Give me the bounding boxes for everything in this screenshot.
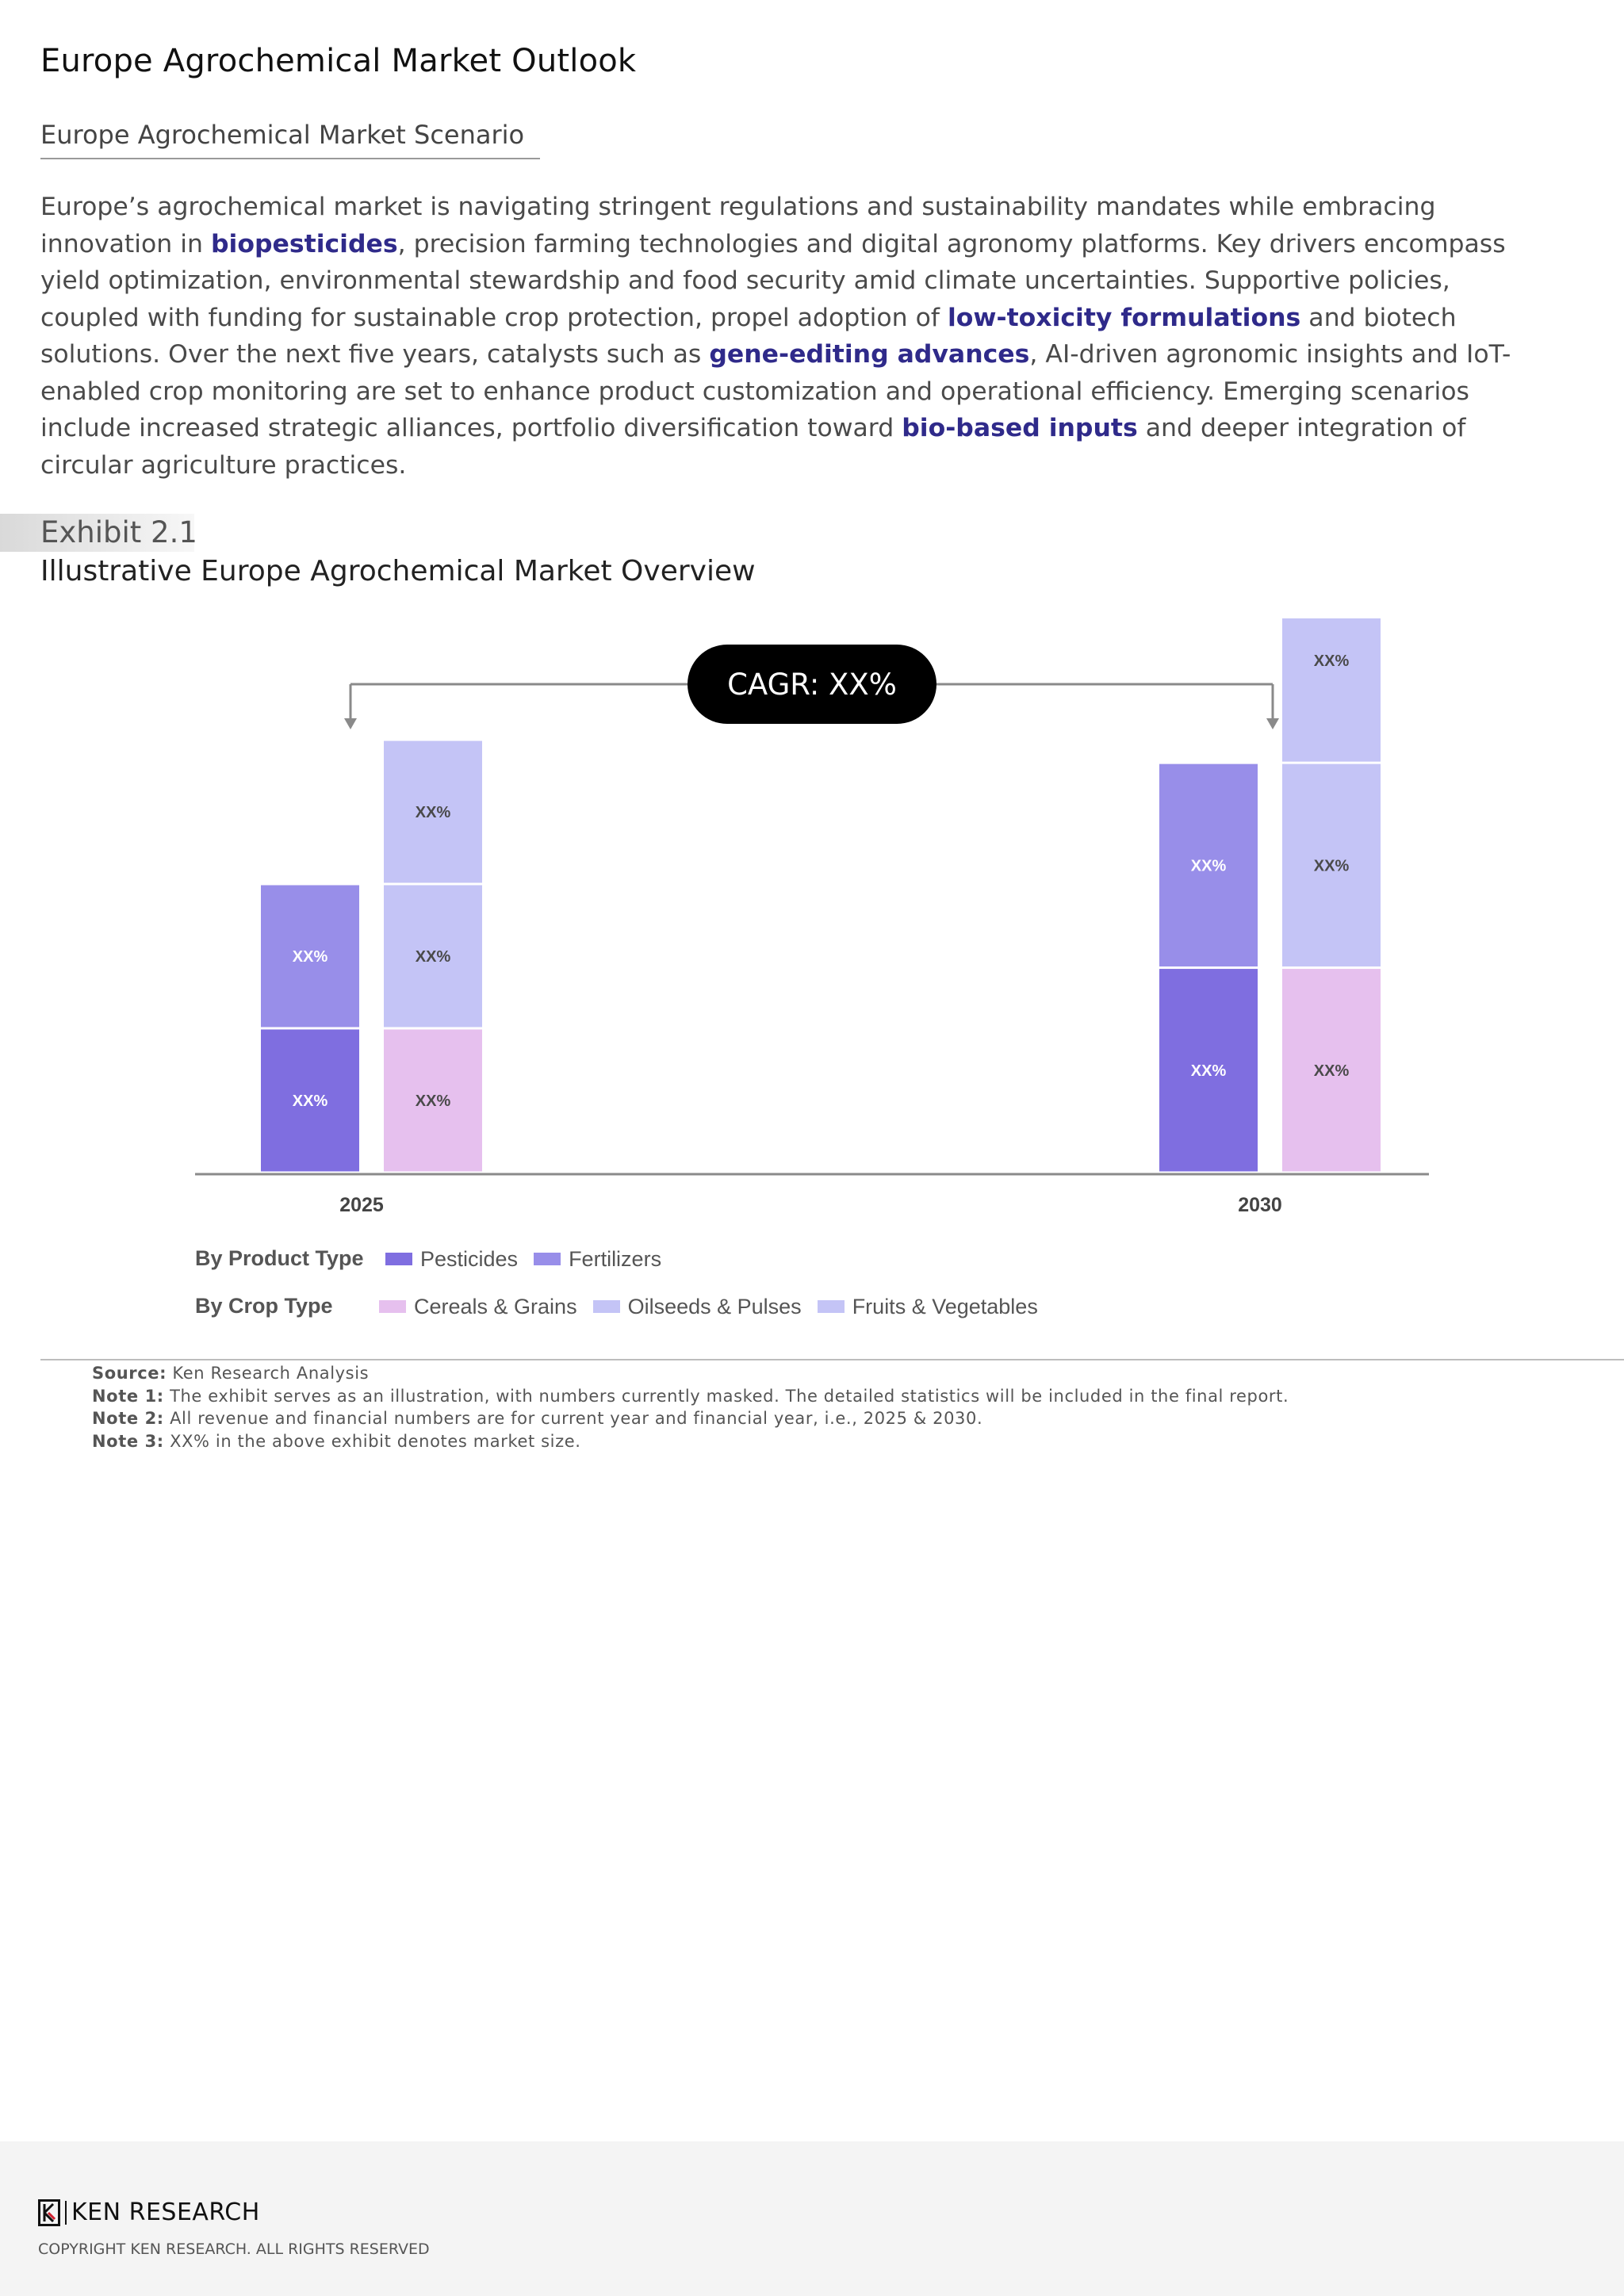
logo-text: KEN RESEARCH [71,2198,260,2226]
legend-label: Pesticides [420,1246,519,1271]
highlighted-term: biopesticides [210,229,398,258]
legend-product-type [195,1246,677,1272]
bar-data-label: XX% [415,948,451,966]
page-title: Europe Agrochemical Market Outlook [40,43,637,79]
note-line [92,1362,1289,1385]
x-tick-label-2025: 2025 [339,1194,384,1216]
arrow-down-icon [1266,718,1279,729]
note-key: Note 2: [92,1409,164,1428]
x-axis-labels [339,1194,1282,1216]
note-key: Source: [92,1364,167,1383]
arrow-down-icon [344,718,357,729]
legend-swatch [379,1300,406,1313]
bar-data-label: XX% [415,1093,451,1110]
legend-item [385,1247,518,1272]
legend-item [534,1247,661,1272]
highlighted-term: low-toxicity formulations [947,303,1301,332]
note-key: Note 3: [92,1431,164,1451]
bar-data-label: XX% [1313,857,1350,875]
bar-data-label: XX% [1190,1062,1227,1080]
intro-text-segment: and deeper integration of circular agriculture practices. [40,414,1466,480]
legend-crop-title: By Crop Type [195,1294,333,1318]
note-text: All revenue and financial numbers are for current year and financial year, i.e., 2025 & 2030. [163,1409,983,1428]
note-text: XX% in the above exhibit denotes market size. [163,1431,581,1451]
note-text: Ken Research Analysis [167,1364,370,1383]
notes-divider [40,1359,1624,1360]
copyright-text: COPYRIGHT KEN RESEARCH. ALL RIGHTS RESERVED [38,2241,430,2258]
intro-text-segment: and biotech solutions. Over the next five years, catalysts such as [40,303,1457,369]
ken-research-logo [38,2198,260,2226]
note-line [92,1385,1289,1408]
bar-data-label: XX% [292,948,328,966]
legend-product-items [385,1246,677,1272]
note-line [92,1407,1289,1430]
legend-label: Cereals & Grains [414,1294,577,1318]
ken-logo-icon [38,2199,60,2226]
bar-segment-fruits-vegetables-2030 [1282,618,1381,762]
highlighted-term: gene-editing advances [709,340,1030,369]
legend-swatch [534,1253,561,1265]
legend-swatch [593,1300,620,1313]
bar-data-label: XX% [1313,652,1350,670]
bar-data-label: XX% [292,1093,328,1110]
legend-label: Oilseeds & Pulses [627,1294,802,1318]
legend-crop-items [379,1294,1054,1319]
intro-paragraph [40,189,1547,484]
legend-item [379,1295,577,1319]
note-line [92,1430,1289,1453]
bar-data-label: XX% [1313,1062,1350,1080]
bar-data-label: XX% [415,804,451,821]
logo-divider [65,2201,67,2225]
note-text: The exhibit serves as an illustration, with numbers currently masked. The detailed statistics will be included in the final report. [163,1386,1289,1406]
market-overview-chart [0,618,1624,1253]
highlighted-term: bio-based inputs [902,414,1138,442]
cagr-label: CAGR: XX% [727,668,897,702]
intro-text-segment: , precision farming technologies and digital agronomy platforms. Key drivers encompass yield optimization, environmental stewardship and food security amid climate uncertainties. Supportive policies, coupled with funding for sustainable crop protection, propel adoption of [40,229,1506,332]
exhibit-title: Illustrative Europe Agrochemical Market Overview [40,555,756,587]
cagr-connector [344,645,1279,729]
bar-data-label: XX% [1190,857,1227,875]
legend-label: Fertilizers [569,1246,662,1271]
legend-item [818,1295,1038,1319]
section-subtitle: Europe Agrochemical Market Scenario [40,120,540,159]
legend-label: Fruits & Vegetables [852,1294,1038,1318]
legend-crop-type [195,1294,1054,1319]
legend-swatch [385,1253,412,1265]
x-tick-label-2030: 2030 [1238,1194,1282,1216]
intro-text-segment: , AI-driven agronomic insights and IoT-enabled crop monitoring are set to enhance product customization and operational efficiency. Emerging scenarios include increased strategic alliances, portfolio diversification toward [40,340,1511,442]
notes-block [92,1362,1289,1452]
intro-text-segment: Europe’s agrochemical market is navigating stringent regulations and sustainability mandates while embracing innovation in [40,193,1436,258]
exhibit-label: Exhibit 2.1 [40,515,197,549]
legend-item [593,1295,802,1319]
legend-swatch [818,1300,845,1313]
legend-product-title: By Product Type [195,1246,364,1271]
note-key: Note 1: [92,1386,164,1406]
